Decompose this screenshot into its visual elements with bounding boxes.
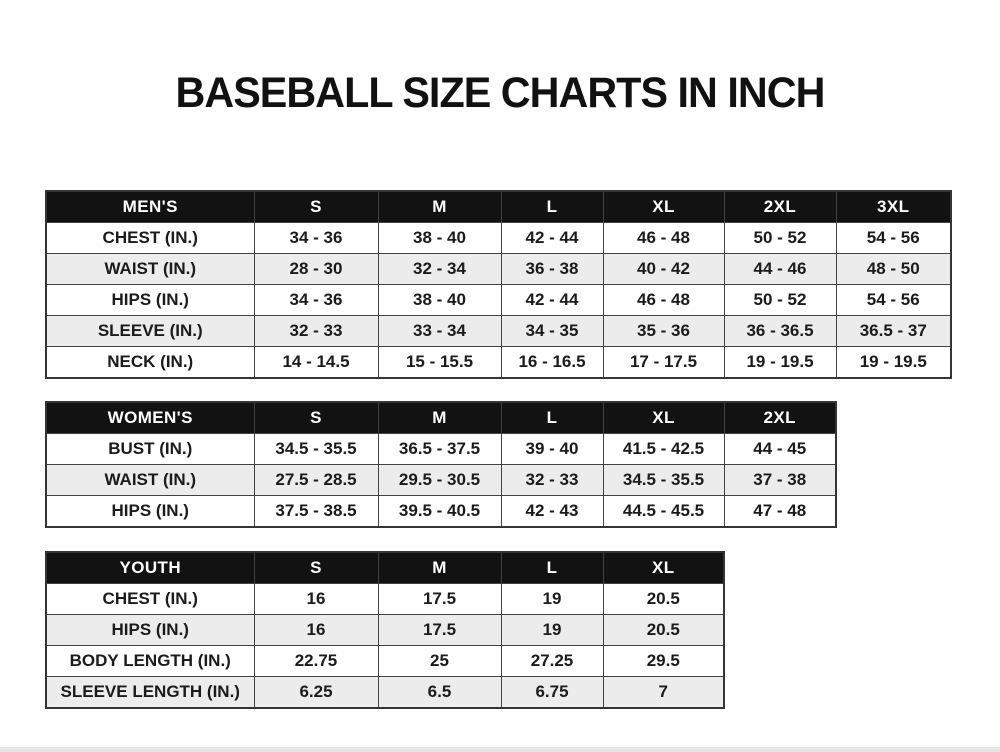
size-header-cell: S xyxy=(254,552,378,584)
measurement-label-cell: WAIST (IN.) xyxy=(46,465,254,496)
size-header-cell: XL xyxy=(603,402,724,434)
measurement-value-cell: 6.5 xyxy=(378,677,501,709)
table-row xyxy=(46,316,951,347)
measurement-value-cell: 38 - 40 xyxy=(378,285,501,316)
size-table-womens xyxy=(45,401,837,528)
header-row xyxy=(46,402,836,434)
table-row xyxy=(46,465,836,496)
measurement-value-cell: 41.5 - 42.5 xyxy=(603,434,724,465)
size-table-youth xyxy=(45,551,725,709)
measurement-value-cell: 17 - 17.5 xyxy=(603,347,724,379)
table-row xyxy=(46,646,724,677)
measurement-value-cell: 36.5 - 37 xyxy=(836,316,951,347)
size-header-cell: S xyxy=(254,191,378,223)
table-row xyxy=(46,223,951,254)
measurement-value-cell: 46 - 48 xyxy=(603,285,724,316)
measurement-value-cell: 27.5 - 28.5 xyxy=(254,465,378,496)
measurement-value-cell: 40 - 42 xyxy=(603,254,724,285)
measurement-value-cell: 29.5 xyxy=(603,646,724,677)
size-header-cell: M xyxy=(378,402,501,434)
measurement-value-cell: 50 - 52 xyxy=(724,285,836,316)
measurement-value-cell: 34.5 - 35.5 xyxy=(254,434,378,465)
header-row xyxy=(46,191,951,223)
measurement-value-cell: 38 - 40 xyxy=(378,223,501,254)
size-header-cell: XL xyxy=(603,191,724,223)
size-header-cell: L xyxy=(501,191,603,223)
measurement-value-cell: 39.5 - 40.5 xyxy=(378,496,501,528)
size-header-cell: 2XL xyxy=(724,191,836,223)
measurement-value-cell: 34 - 35 xyxy=(501,316,603,347)
measurement-value-cell: 27.25 xyxy=(501,646,603,677)
measurement-label-cell: HIPS (IN.) xyxy=(46,615,254,646)
measurement-value-cell: 34 - 36 xyxy=(254,285,378,316)
measurement-value-cell: 29.5 - 30.5 xyxy=(378,465,501,496)
page-title: BASEBALL SIZE CHARTS IN INCH xyxy=(175,69,825,117)
table-row xyxy=(46,285,951,316)
size-header-cell: XL xyxy=(603,552,724,584)
table-row xyxy=(46,347,951,379)
measurement-label-cell: HIPS (IN.) xyxy=(46,285,254,316)
measurement-value-cell: 42 - 44 xyxy=(501,285,603,316)
image-bottom-edge xyxy=(0,747,1000,752)
measurement-label-cell: WAIST (IN.) xyxy=(46,254,254,285)
measurement-label-cell: BODY LENGTH (IN.) xyxy=(46,646,254,677)
measurement-value-cell: 36.5 - 37.5 xyxy=(378,434,501,465)
size-table-mens xyxy=(45,190,952,379)
measurement-value-cell: 44 - 46 xyxy=(724,254,836,285)
measurement-value-cell: 25 xyxy=(378,646,501,677)
measurement-value-cell: 46 - 48 xyxy=(603,223,724,254)
measurement-value-cell: 44 - 45 xyxy=(724,434,836,465)
measurement-label-cell: SLEEVE LENGTH (IN.) xyxy=(46,677,254,709)
measurement-value-cell: 6.75 xyxy=(501,677,603,709)
measurement-value-cell: 39 - 40 xyxy=(501,434,603,465)
measurement-value-cell: 20.5 xyxy=(603,615,724,646)
measurement-value-cell: 28 - 30 xyxy=(254,254,378,285)
table-row xyxy=(46,254,951,285)
measurement-value-cell: 32 - 33 xyxy=(501,465,603,496)
measurement-label-cell: SLEEVE (IN.) xyxy=(46,316,254,347)
measurement-value-cell: 54 - 56 xyxy=(836,285,951,316)
size-header-cell: S xyxy=(254,402,378,434)
measurement-value-cell: 7 xyxy=(603,677,724,709)
measurement-value-cell: 16 - 16.5 xyxy=(501,347,603,379)
measurement-label-cell: NECK (IN.) xyxy=(46,347,254,379)
size-header-cell: L xyxy=(501,552,603,584)
measurement-value-cell: 19 - 19.5 xyxy=(836,347,951,379)
size-header-cell: M xyxy=(378,191,501,223)
measurement-value-cell: 19 xyxy=(501,615,603,646)
measurement-value-cell: 22.75 xyxy=(254,646,378,677)
measurement-value-cell: 34.5 - 35.5 xyxy=(603,465,724,496)
measurement-value-cell: 33 - 34 xyxy=(378,316,501,347)
table-title-cell: YOUTH xyxy=(46,552,254,584)
table-title-cell: WOMEN'S xyxy=(46,402,254,434)
table-row xyxy=(46,434,836,465)
measurement-value-cell: 20.5 xyxy=(603,584,724,615)
measurement-value-cell: 34 - 36 xyxy=(254,223,378,254)
measurement-value-cell: 42 - 43 xyxy=(501,496,603,528)
measurement-value-cell: 48 - 50 xyxy=(836,254,951,285)
table-row xyxy=(46,584,724,615)
measurement-value-cell: 47 - 48 xyxy=(724,496,836,528)
measurement-value-cell: 19 xyxy=(501,584,603,615)
table-title-cell: MEN'S xyxy=(46,191,254,223)
table-row xyxy=(46,615,724,646)
measurement-value-cell: 35 - 36 xyxy=(603,316,724,347)
measurement-value-cell: 44.5 - 45.5 xyxy=(603,496,724,528)
measurement-value-cell: 15 - 15.5 xyxy=(378,347,501,379)
measurement-label-cell: CHEST (IN.) xyxy=(46,584,254,615)
size-header-cell: 2XL xyxy=(724,402,836,434)
measurement-value-cell: 14 - 14.5 xyxy=(254,347,378,379)
measurement-value-cell: 36 - 36.5 xyxy=(724,316,836,347)
measurement-value-cell: 16 xyxy=(254,615,378,646)
measurement-label-cell: BUST (IN.) xyxy=(46,434,254,465)
measurement-value-cell: 36 - 38 xyxy=(501,254,603,285)
table-row xyxy=(46,677,724,709)
measurement-value-cell: 42 - 44 xyxy=(501,223,603,254)
measurement-value-cell: 16 xyxy=(254,584,378,615)
measurement-label-cell: HIPS (IN.) xyxy=(46,496,254,528)
measurement-value-cell: 32 - 33 xyxy=(254,316,378,347)
measurement-value-cell: 32 - 34 xyxy=(378,254,501,285)
measurement-value-cell: 54 - 56 xyxy=(836,223,951,254)
measurement-value-cell: 50 - 52 xyxy=(724,223,836,254)
size-header-cell: 3XL xyxy=(836,191,951,223)
measurement-label-cell: CHEST (IN.) xyxy=(46,223,254,254)
measurement-value-cell: 17.5 xyxy=(378,615,501,646)
measurement-value-cell: 6.25 xyxy=(254,677,378,709)
header-row xyxy=(46,552,724,584)
measurement-value-cell: 19 - 19.5 xyxy=(724,347,836,379)
table-row xyxy=(46,496,836,528)
size-header-cell: M xyxy=(378,552,501,584)
size-header-cell: L xyxy=(501,402,603,434)
measurement-value-cell: 17.5 xyxy=(378,584,501,615)
measurement-value-cell: 37 - 38 xyxy=(724,465,836,496)
measurement-value-cell: 37.5 - 38.5 xyxy=(254,496,378,528)
